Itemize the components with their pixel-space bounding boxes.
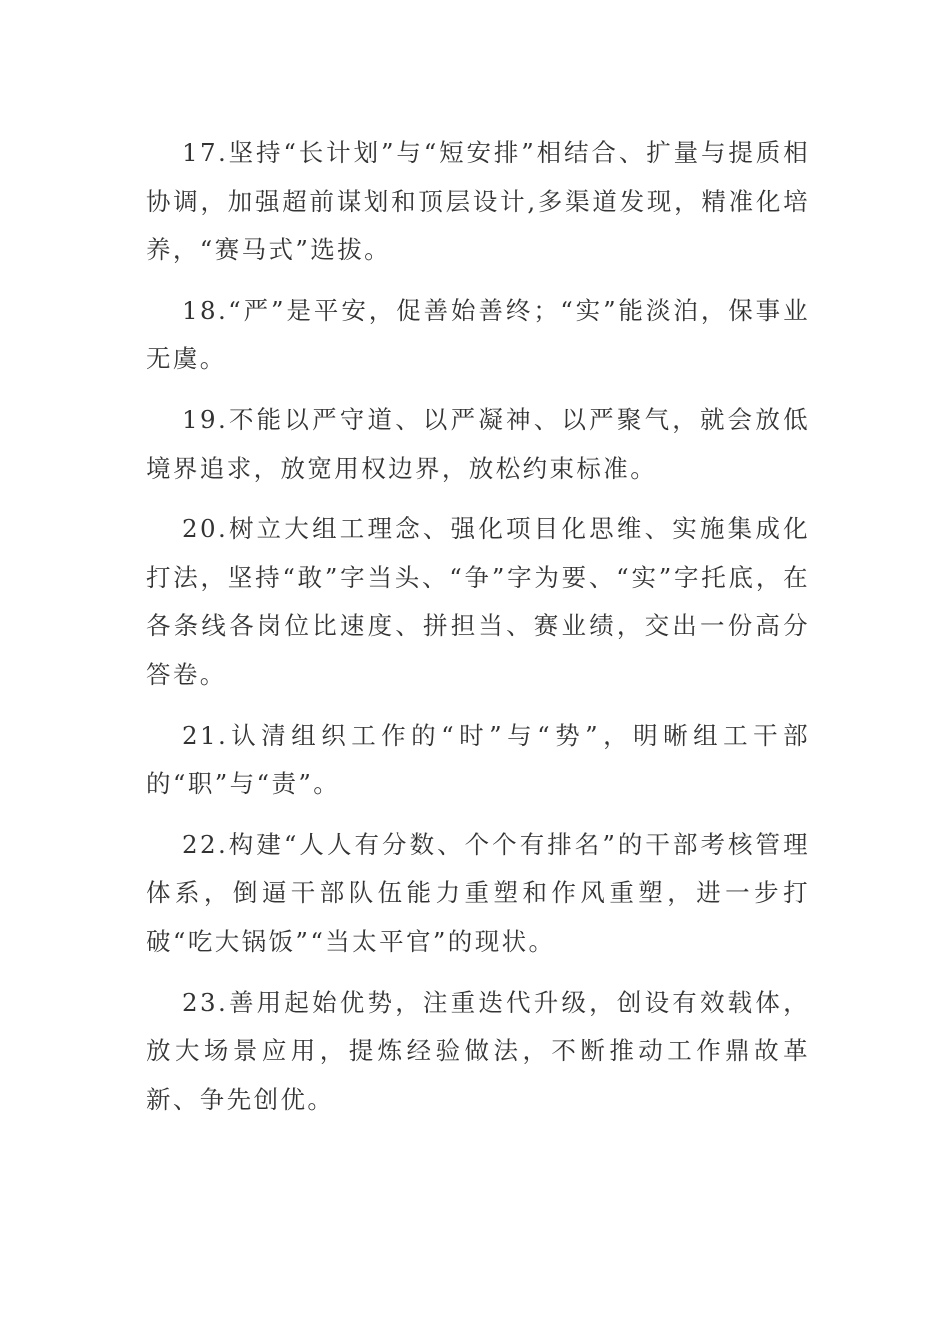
paragraph-22: 22.构建“人人有分数、个个有排名”的干部考核管理体系，倒逼干部队伍能力重塑和作风重塑，进一步打破“吃大锅饭”“当太平官”的现状。 [146,829,810,956]
document-body [146,129,810,1136]
paragraph-18: 18.“严”是平安，促善始善终；“实”能淡泊，保事业无虞。 [146,295,810,374]
paragraph-20: 20.树立大组工理念、强化项目化思维、实施集成化打法，坚持“敢”字当头、“争”字为要、“实”字托底，在各条线各岗位比速度、拼担当、赛业绩，交出一份高分答卷。 [146,514,810,689]
paragraph-23: 23.善用起始优势，注重迭代升级，创设有效载体，放大场景应用，提炼经验做法，不断推动工作鼎故革新、争先创优。 [146,987,810,1114]
paragraph-19: 19.不能以严守道、以严凝神、以严聚气，就会放低境界追求，放宽用权边界，放松约束标准。 [146,404,810,483]
paragraph-17: 17.坚持“长计划”与“短安排”相结合、扩量与提质相协调，加强超前谋划和顶层设计,多渠道发现，精准化培养，“赛马式”选拔。 [146,138,810,265]
paragraph-21: 21.认清组织工作的“时”与“势”，明晰组工干部的“职”与“责”。 [146,720,810,799]
